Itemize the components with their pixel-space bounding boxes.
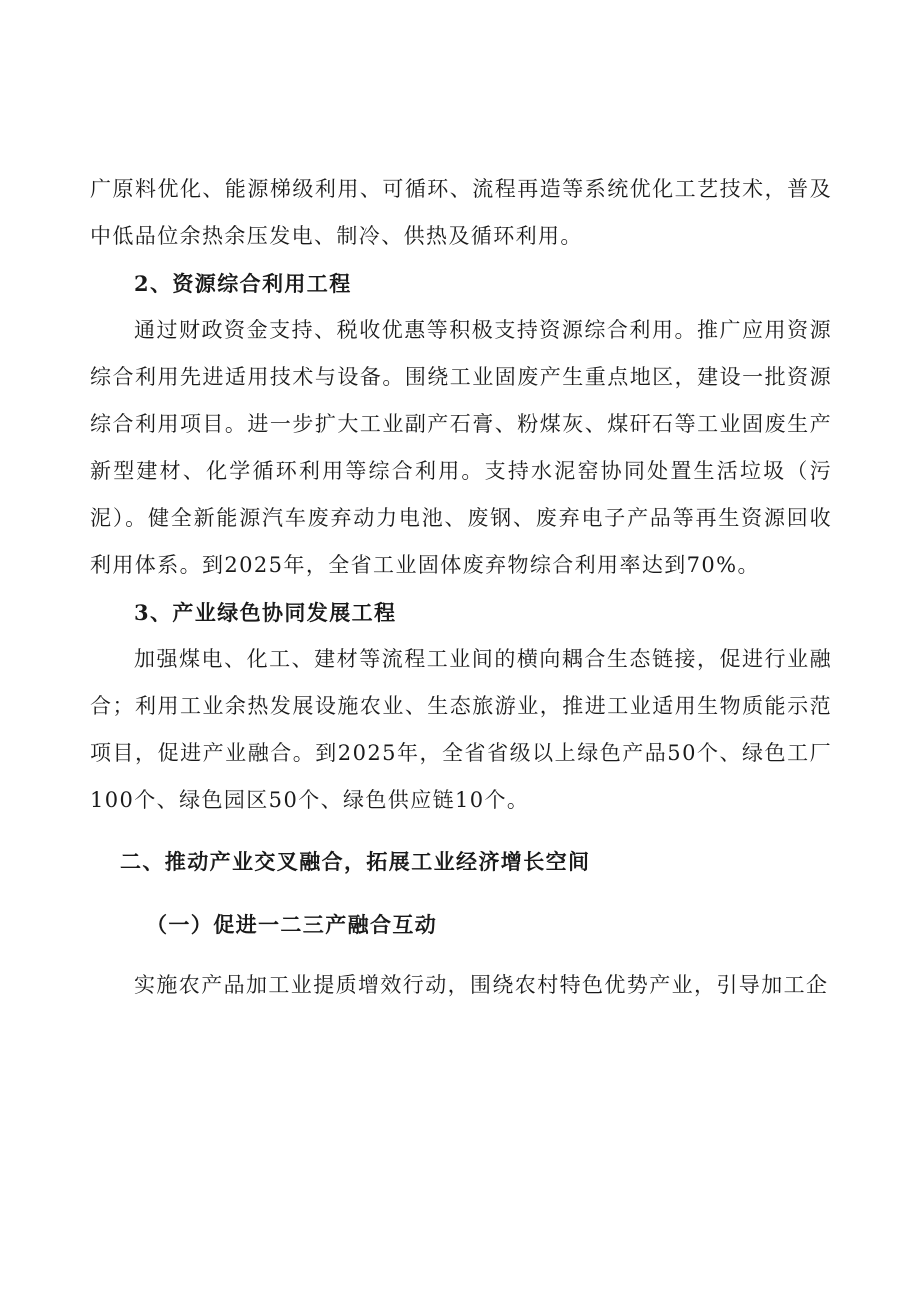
paragraph-agri-processing: 实施农产品加工业提质增效行动，围绕农村特色优势产业，引导加工企 (134, 973, 829, 997)
paragraph-resource-utilization: 通过财政资金支持、税收优惠等积极支持资源综合利用。推广应用资源综合利用先进适用技术与设备。围绕工业固废产生重点地区，建设一批资源综合利用项目。进一步扩大工业副产石膏、粉煤灰、煤矸石等工业固废生产新型建材、化学循环利用等综合利用。支持水泥窑协同处置生活垃圾（污泥）。健全新能源汽车废弃动力电池、废钢、废弃电子产品等再生资源回收利用体系。到2025年，全省工业固体废弃物综合利用率达到70%。 (90, 318, 832, 577)
document-page (90, 166, 832, 1009)
spacer (90, 824, 832, 838)
heading-green-coordination: 3、产业绿色协同发展工程 (134, 600, 397, 625)
spacer (90, 885, 832, 901)
paragraph-continued: 广原料优化、能源梯级利用、可循环、流程再造等系统优化工艺技术，普及中低品位余热余压发电、制冷、供热及循环利用。 (90, 177, 832, 248)
paragraph-green-coordination: 加强煤电、化工、建材等流程工业间的横向耦合生态链接，促进行业融合；利用工业余热发展设施农业、生态旅游业，推进工业适用生物质能示范项目，促进产业融合。到2025年，全省省级以上绿色产品50个、绿色工厂100个、绿色园区50个、绿色供应链10个。 (90, 647, 832, 812)
subsection-heading-three-industries: （一）促进一二三产融合互动 (146, 912, 438, 937)
section-heading-industry-integration: 二、推动产业交叉融合，拓展工业经济增长空间 (120, 849, 591, 874)
spacer (90, 948, 832, 962)
heading-resource-utilization: 2、资源综合利用工程 (134, 271, 352, 296)
